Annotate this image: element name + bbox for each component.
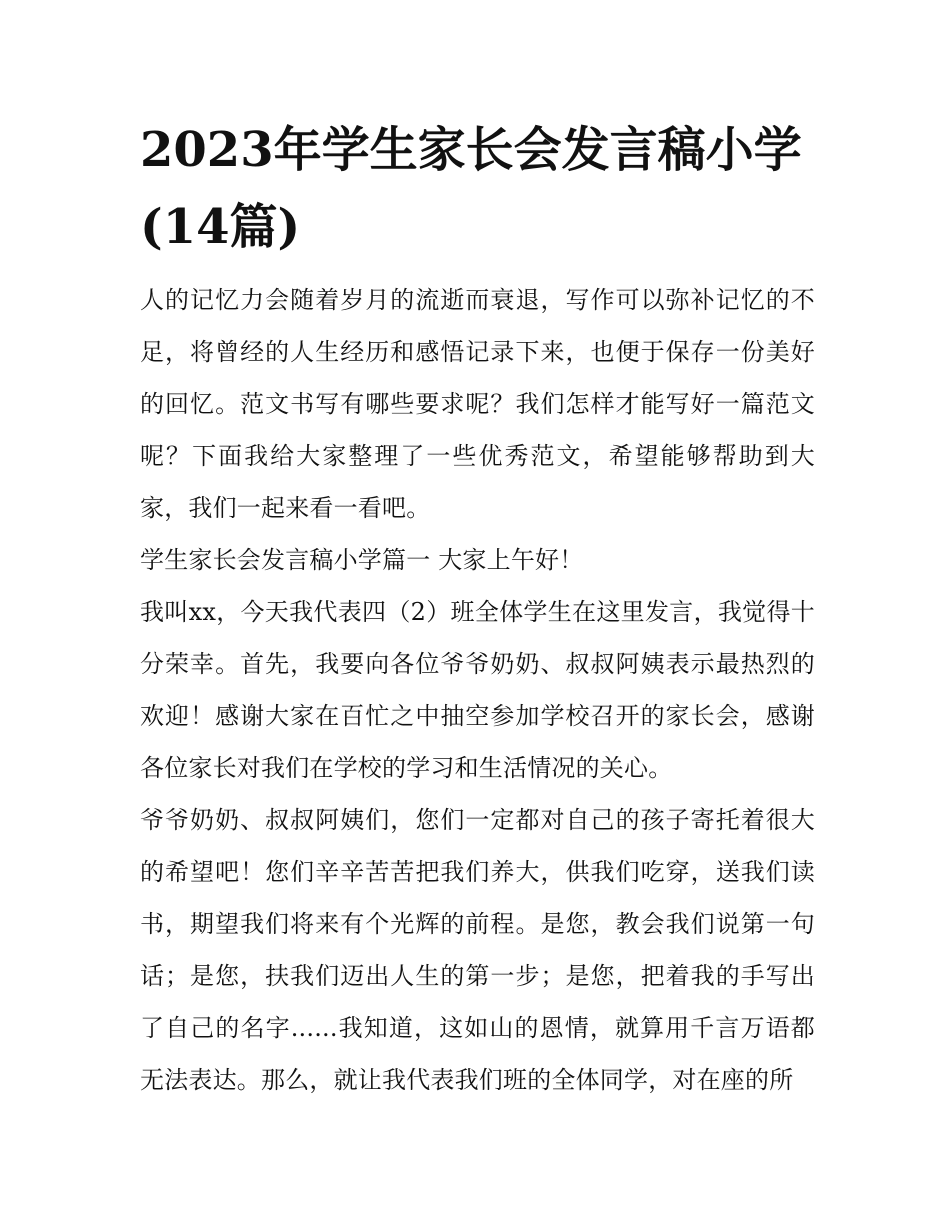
document-title: 2023年学生家长会发言稿小学(14篇) (140, 122, 802, 255)
document-page (140, 112, 815, 1106)
paragraph-gratitude: 爷爷奶奶、叔叔阿姨们，您们一定都对自己的孩子寄托着很大的希望吧！您们辛辛苦苦把我们养大，供我们吃穿，送我们读书，期望我们将来有个光辉的前程。是您，教会我们说第一句话；是您，扶我们迈出人生的第一步；是您，把着我的手写出了自己的名字......我知道，这如山的恩情，就算用千言万语都无法表达。那么，就让我代表我们班的全体同学，对在座的所 (140, 806, 815, 1094)
title-spacer (140, 266, 815, 274)
paragraph-section-heading: 学生家长会发言稿小学篇一 大家上午好！ (140, 546, 584, 574)
paragraph-self-intro: 我叫xx，今天我代表四（2）班全体学生在这里发言，我觉得十分荣幸。首先，我要向各位爷爷奶奶、叔叔阿姨表示最热烈的欢迎！感谢大家在百忙之中抽空参加学校召开的家长会，感谢各位家长对我们在学校的学习和生活情况的关心。 (140, 598, 815, 782)
paragraph-intro: 人的记忆力会随着岁月的流逝而衰退，写作可以弥补记忆的不足，将曾经的人生经历和感悟记录下来，也便于保存一份美好的回忆。范文书写有哪些要求呢？我们怎样才能写好一篇范文呢？下面我给大家整理了一些优秀范文，希望能够帮助到大家，我们一起来看一看吧。 (140, 286, 815, 522)
